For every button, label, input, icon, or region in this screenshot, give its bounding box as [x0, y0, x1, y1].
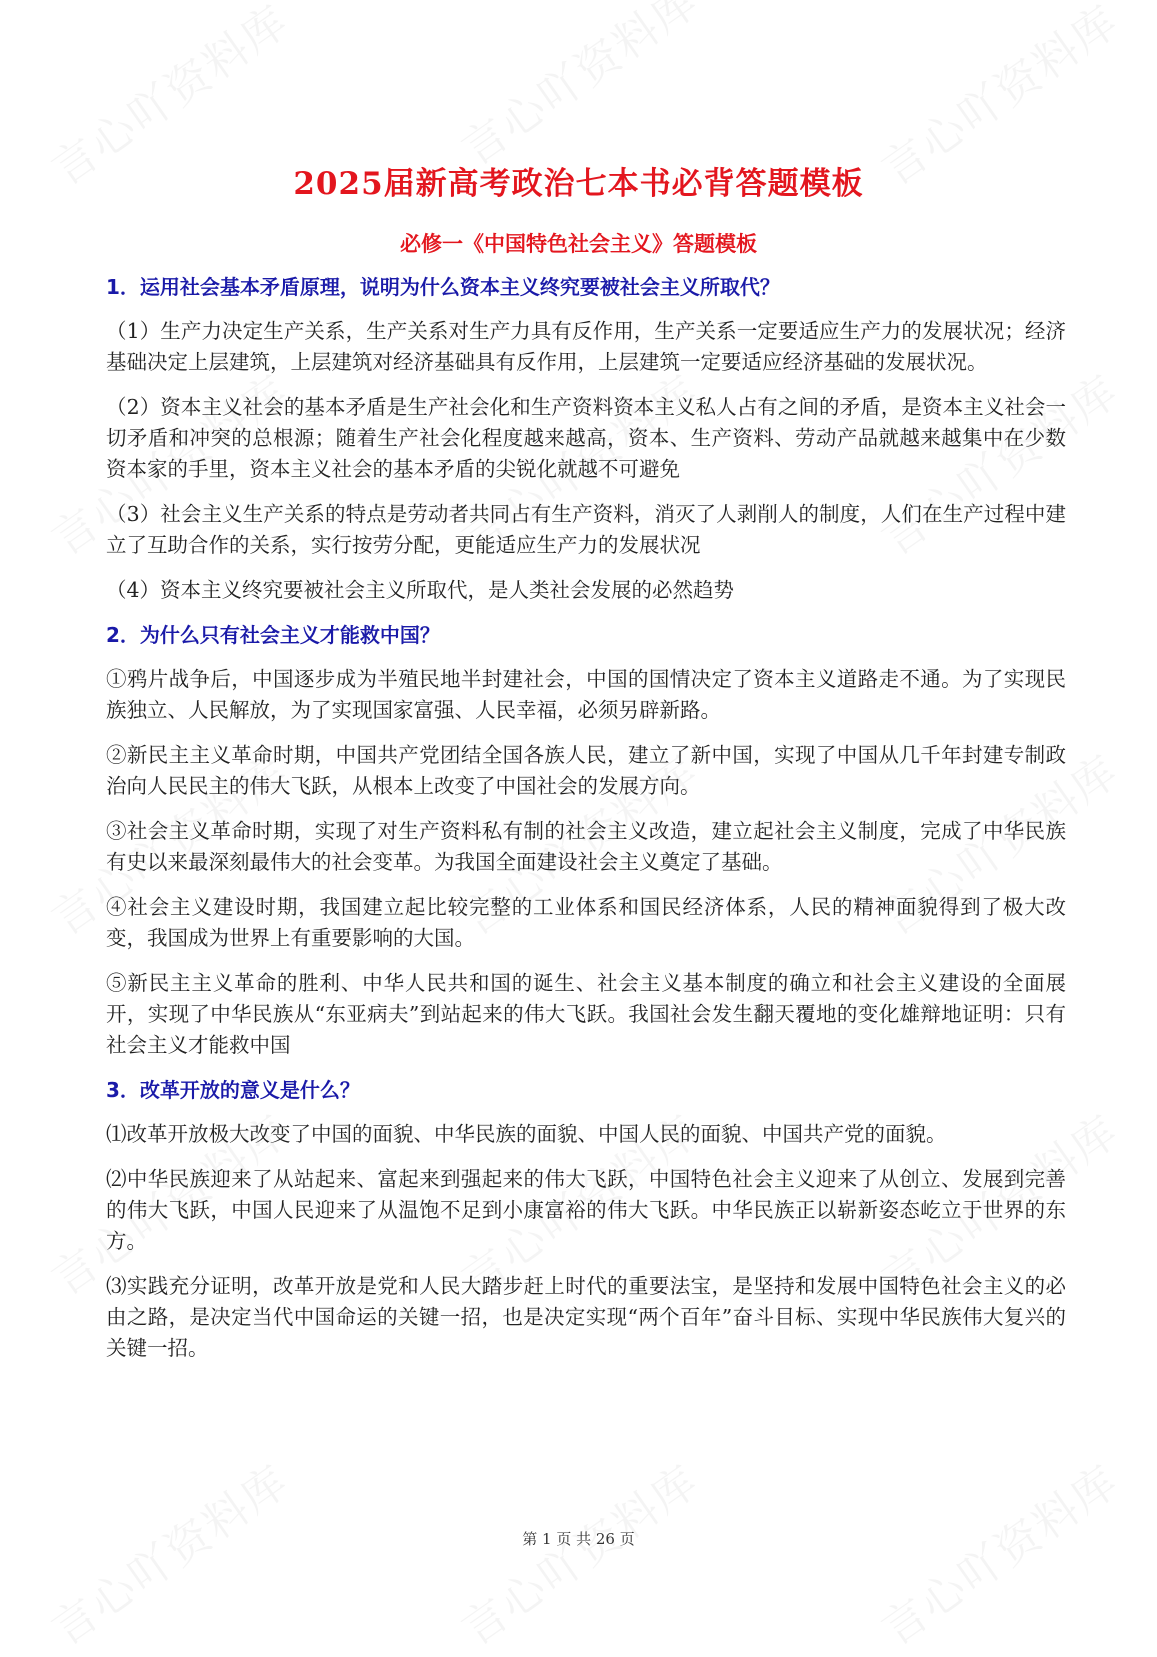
answer-paragraph: ⑴改革开放极大改变了中国的面貌、中华民族的面貌、中国人民的面貌、中国共产党的面貌。	[106, 1122, 947, 1146]
answer-paragraph: （3）社会主义生产关系的特点是劳动者共同占有生产资料，消灭了人剥削人的制度，人们在生产过程中建立了互助合作的关系，实行按劳分配，更能适应生产力的发展状况	[106, 502, 1066, 557]
answer-paragraph: （2）资本主义社会的基本矛盾是生产社会化和生产资料资本主义私人占有之间的矛盾，是资本主义社会一切矛盾和冲突的总根源；随着生产社会化程度越来越高，资本、生产资料、劳动产品就越来越集中在少数资本家的手里，资本主义社会的基本矛盾的尖锐化就越不可避免	[106, 395, 1066, 481]
page-number: 第 1 页 共 26 页	[522, 1530, 635, 1548]
question-heading: 3．改革开放的意义是什么？	[106, 1078, 360, 1102]
answer-paragraph: （1）生产力决定生产关系，生产关系对生产力具有反作用，生产关系一定要适应生产力的发展状况；经济基础决定上层建筑，上层建筑对经济基础具有反作用，上层建筑一定要适应经济基础的发展状况。	[106, 319, 1066, 374]
question-heading: 1．运用社会基本矛盾原理，说明为什么资本主义终究要被社会主义所取代？	[106, 275, 780, 299]
answer-paragraph: ⑤新民主主义革命的胜利、中华人民共和国的诞生、社会主义基本制度的确立和社会主义建设的全面展开，实现了中华民族从“东亚病夫”到站起来的伟大飞跃。我国社会发生翻天覆地的变化雄辩地证明：只有社会主义才能救中国	[106, 971, 1066, 1057]
document-body	[106, 272, 1066, 1378]
section-1	[106, 272, 1066, 606]
answer-paragraph: ③社会主义革命时期，实现了对生产资料私有制的社会主义改造，建立起社会主义制度，完成了中华民族有史以来最深刻最伟大的社会变革。为我国全面建设社会主义奠定了基础。	[106, 819, 1066, 874]
answer-paragraph: ②新民主主义革命时期，中国共产党团结全国各族人民，建立了新中国，实现了中国从几千年封建专制政治向人民民主的伟大飞跃，从根本上改变了中国社会的发展方向。	[106, 743, 1066, 798]
document-subtitle: 必修一《中国特色社会主义》答题模板	[400, 231, 757, 256]
document-title: 2025届新高考政治七本书必背答题模板	[293, 166, 864, 202]
answer-paragraph: ⑵中华民族迎来了从站起来、富起来到强起来的伟大飞跃，中国特色社会主义迎来了从创立、发展到完善的伟大飞跃，中国人民迎来了从温饱不足到小康富裕的伟大飞跃。中华民族正以崭新姿态屹立于世界的东方。	[106, 1167, 1066, 1253]
question-heading: 2．为什么只有社会主义才能救中国？	[106, 623, 440, 647]
answer-paragraph: ⑶实践充分证明，改革开放是党和人民大踏步赶上时代的重要法宝，是坚持和发展中国特色社会主义的必由之路，是决定当代中国命运的关键一招，也是决定实现“两个百年”奋斗目标、实现中华民族伟大复兴的关键一招。	[106, 1274, 1066, 1360]
section-3	[106, 1075, 1066, 1364]
answer-paragraph: ①鸦片战争后，中国逐步成为半殖民地半封建社会，中国的国情决定了资本主义道路走不通。为了实现民族独立、人民解放，为了实现国家富强、人民幸福，必须另辟新路。	[106, 667, 1066, 722]
answer-paragraph: （4）资本主义终究要被社会主义所取代，是人类社会发展的必然趋势	[106, 578, 735, 602]
section-2	[106, 620, 1066, 1061]
answer-paragraph: ④社会主义建设时期，我国建立起比较完整的工业体系和国民经济体系，人民的精神面貌得到了极大改变，我国成为世界上有重要影响的大国。	[106, 895, 1066, 950]
